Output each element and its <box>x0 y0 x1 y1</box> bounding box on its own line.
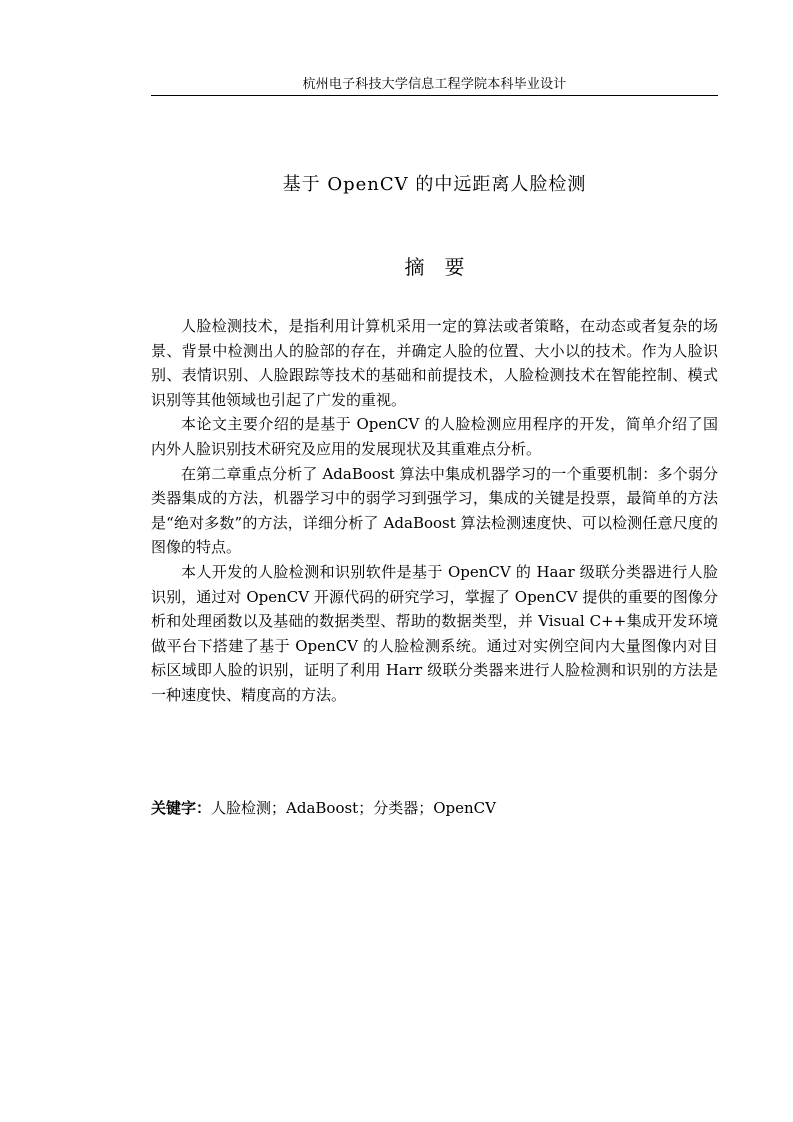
abstract-paragraph-2: 本论文主要介绍的是基于 OpenCV 的人脸检测应用程序的开发，简单介绍了国内外人脸识别技术研究及应用的发展现状及其重难点分析。 <box>151 415 718 458</box>
keywords-line <box>151 796 718 820</box>
abstract-heading: 摘要 <box>404 255 485 279</box>
header-rule <box>151 95 718 96</box>
abstract-body <box>151 314 718 708</box>
thesis-title: 基于 OpenCV 的中远距离人脸检测 <box>282 174 587 195</box>
keywords-label: 关键字： <box>151 799 212 817</box>
abstract-paragraph-3: 在第二章重点分析了 AdaBoost 算法中集成机器学习的一个重要机制：多个弱分类器集成的方法，机器学习中的弱学习到强学习，集成的关键是投票，最简单的方法是“绝对多数”的方法，详细分析了 AdaBoost 算法检测速度快、可以检测任意尺度的图像的特点。 <box>151 464 718 557</box>
abstract-paragraph-1: 人脸检测技术，是指利用计算机采用一定的算法或者策略，在动态或者复杂的场景、背景中检测出人的脸部的存在，并确定人脸的位置、大小以的技术。作为人脸识别、表情识别、人脸跟踪等技术的基础和前提技术，人脸检测技术在智能控制、模式识别等其他领域也引起了广发的重视。 <box>151 317 718 409</box>
abstract-paragraph-4: 本人开发的人脸检测和识别软件是基于 OpenCV 的 Haar 级联分类器进行人脸识别，通过对 OpenCV 开源代码的研究学习，掌握了 OpenCV 提供的重要的图像分析和处理函数以及基础的数据类型、帮助的数据类型，并 Visual C++集成开发环境做平台下搭建了基于 OpenCV 的人脸检测系统。通过对实例空间内大量图像内对目标区域即人脸的识别，证明了利用 Harr 级联分类器来进行人脸检测和识别的方法是一种速度快、精度高的方法。 <box>151 562 718 704</box>
running-header: 杭州电子科技大学信息工程学院本科毕业设计 <box>302 77 567 92</box>
keywords-value: 人脸检测；AdaBoost；分类器；OpenCV <box>211 799 496 817</box>
